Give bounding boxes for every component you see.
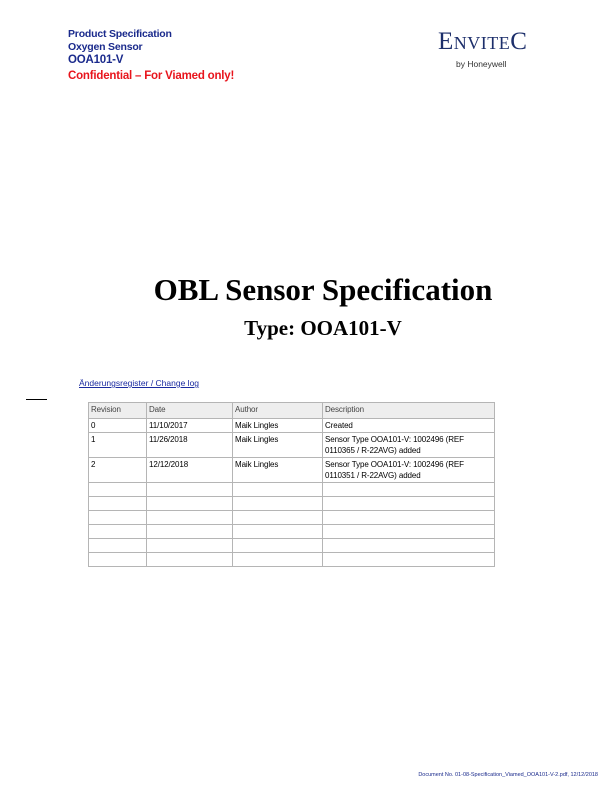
cell-author <box>233 483 323 497</box>
header-oxygen-sensor: Oxygen Sensor <box>68 41 143 53</box>
cell-description: Created <box>323 419 495 433</box>
document-subtitle: Type: OOA101-V <box>244 316 402 340</box>
logo-letter-e: E <box>438 28 454 55</box>
cell-date: 11/26/2018 <box>147 433 233 458</box>
changelog-table <box>88 402 495 567</box>
cell-revision: 0 <box>89 419 147 433</box>
cell-description: Sensor Type OOA101-V: 1002496 (REF 0110365 / R-22AVG) added <box>323 433 495 458</box>
cell-author <box>233 553 323 567</box>
cell-author <box>233 497 323 511</box>
cell-revision <box>89 553 147 567</box>
table-row <box>89 525 495 539</box>
changelog-link[interactable]: Änderungsregister / Change log <box>79 378 200 388</box>
cell-date <box>147 483 233 497</box>
header-product-specification: Product Specification <box>68 28 172 40</box>
document-title: OBL Sensor Specification <box>153 272 493 307</box>
table-row <box>89 433 495 458</box>
table-row <box>89 419 495 433</box>
table-row <box>89 458 495 483</box>
cell-date <box>147 497 233 511</box>
table-row <box>89 511 495 525</box>
table-row <box>89 539 495 553</box>
cell-revision: 1 <box>89 433 147 458</box>
table-row <box>89 483 495 497</box>
document-footer: Document No. 01-08-Specification_Viamed_OOA101-V-2.pdf, 12/12/2018 <box>418 772 598 778</box>
cell-author <box>233 511 323 525</box>
cell-date <box>147 539 233 553</box>
cell-author <box>233 525 323 539</box>
cell-date <box>147 553 233 567</box>
cell-revision <box>89 539 147 553</box>
header-confidential-notice: Confidential – For Viamed only! <box>68 70 235 82</box>
cell-revision <box>89 483 147 497</box>
cell-description <box>323 525 495 539</box>
cell-author: Maik Lingles <box>233 433 323 458</box>
cell-revision <box>89 525 147 539</box>
logo-by-honeywell: by Honeywell <box>456 59 507 69</box>
table-row <box>89 553 495 567</box>
cell-date: 12/12/2018 <box>147 458 233 483</box>
column-header-author: Author <box>233 403 323 419</box>
table-header-row <box>89 403 495 419</box>
cell-description <box>323 497 495 511</box>
table-row <box>89 497 495 511</box>
cell-author: Maik Lingles <box>233 419 323 433</box>
cell-revision: 2 <box>89 458 147 483</box>
cell-description <box>323 511 495 525</box>
cell-date <box>147 511 233 525</box>
column-header-revision: Revision <box>89 403 147 419</box>
cell-description <box>323 539 495 553</box>
cell-author <box>233 539 323 553</box>
logo-letters-nvite: NVITE <box>453 33 511 53</box>
cell-author: Maik Lingles <box>233 458 323 483</box>
cell-revision <box>89 511 147 525</box>
column-header-description: Description <box>323 403 495 419</box>
cell-date <box>147 525 233 539</box>
revision-bar-mark <box>26 399 47 400</box>
logo-letter-c: C <box>510 28 528 55</box>
envitec-logo <box>438 28 527 56</box>
header-sensor-code: OOA101-V <box>68 54 124 66</box>
column-header-date: Date <box>147 403 233 419</box>
cell-date: 11/10/2017 <box>147 419 233 433</box>
cell-revision <box>89 497 147 511</box>
cell-description <box>323 483 495 497</box>
cell-description <box>323 553 495 567</box>
cell-description: Sensor Type OOA101-V: 1002496 (REF 0110351 / R-22AVG) added <box>323 458 495 483</box>
